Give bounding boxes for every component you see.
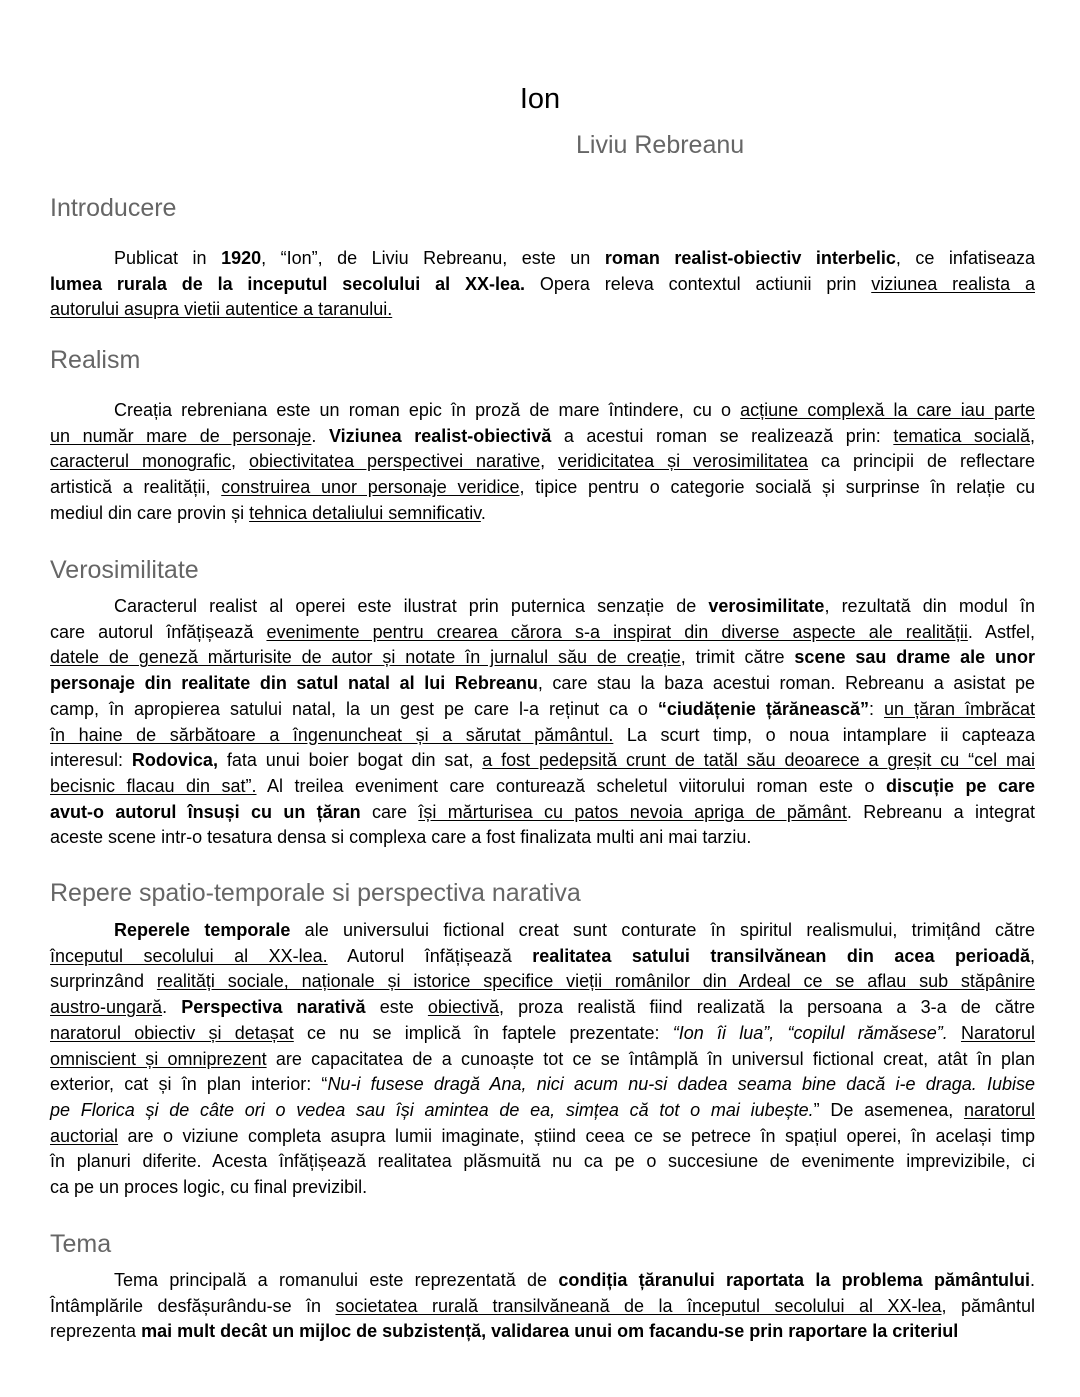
text-line [50, 594, 1035, 620]
text-line [50, 620, 1035, 646]
paragraph-realism [50, 398, 1035, 527]
underlined-text: realități sociale, naționale și istorice specifice vieții românilor din Ardeal ce se aflau sub stăpânire [156, 971, 1035, 992]
text-run: , [1029, 945, 1035, 966]
text-line [50, 944, 1035, 970]
underlined-text: viziunea realista a [871, 273, 1035, 294]
text-run: . [480, 502, 486, 523]
text-run: , trimit către [680, 647, 795, 668]
text-run: artistică a realității, [50, 477, 222, 498]
document-title: Ion [519, 83, 561, 115]
underlined-text: construirea unor personaje veridice [221, 477, 520, 498]
text-run: Autorul înfățișează [327, 945, 533, 966]
underlined-text: societatea rurală transilvăneană de la începutul secolului al XX-lea [335, 1295, 942, 1316]
text-line [50, 1175, 1035, 1201]
text-run: Opera releva contextul actiunii prin [525, 273, 872, 294]
text-line [50, 1268, 1035, 1294]
bold-text: discuție pe care [885, 775, 1035, 796]
heading-repere: Repere spatio-temporale si perspectiva narativa [50, 879, 581, 907]
bold-text: avut-o autorul însuși cu un țăran [50, 801, 361, 822]
paragraph-repere [50, 918, 1035, 1201]
text-line [50, 424, 1035, 450]
bold-text: Reperele temporale [114, 920, 291, 940]
text-run: fata unui boier bogat din sat, [217, 750, 483, 771]
bold-text: personaje din realitate din satul natal al lui Rebreanu [50, 673, 538, 694]
text-line [50, 1149, 1035, 1175]
heading-tema: Tema [50, 1230, 112, 1258]
text-run: are o viziune completa asupra lumii imaginate, știind ceea ce se petrece în spațiul operei, în același timp [118, 1125, 1035, 1146]
heading-realism: Realism [50, 346, 141, 374]
underlined-text: caracterul monografic [50, 451, 232, 472]
text-run: La scurt timp, o noua intamplare ii capteaza [613, 724, 1035, 745]
text-line [50, 825, 1035, 851]
text-run: este [365, 997, 428, 1018]
italic-text: pe Florica și de câte ori o vedea sau își amintea de ea, simțea că tot o mai iubește. [50, 1099, 814, 1120]
underlined-text: omniscient și omniprezent [50, 1048, 267, 1069]
text-line [50, 800, 1035, 826]
underlined-text: becisnic flacau din sat”. [50, 775, 257, 796]
text-run: care [360, 801, 419, 822]
bold-text: “ciudățenie țărănească” [657, 698, 869, 719]
text-run: camp, în apropierea satului natal, la un gest pe care l-a reținut ca o [50, 698, 658, 719]
text-run: Tema principală a romanului este reprezentată de [114, 1270, 559, 1290]
text-run: , care stau la baza acestui roman. Rebreanu a asistat pe [537, 673, 1035, 694]
text-line [50, 723, 1035, 749]
underlined-text: obiectivitatea perspectivei narative [249, 451, 541, 472]
bold-text: verosimilitate [708, 596, 825, 616]
underlined-text: naratorul obiectiv și detașat [50, 1022, 294, 1043]
bold-text: scene sau drame ale unor [794, 647, 1035, 668]
bold-text: 1920 [221, 248, 262, 268]
text-run: . [162, 997, 182, 1018]
text-line [50, 1319, 1035, 1345]
text-run: exterior, cat și în plan interior: “ [50, 1074, 328, 1095]
underlined-text: un țăran îmbrăcat [883, 698, 1036, 719]
underlined-text: își mărturisea cu patos nevoia apriga de pământ [418, 801, 847, 822]
underlined-text: autorului asupra vietii autentice a taranului. [50, 299, 393, 320]
text-line [50, 1072, 1035, 1098]
underlined-text: austro-ungară [50, 997, 163, 1018]
text-run: . [1029, 1270, 1035, 1290]
text-line [50, 774, 1035, 800]
text-run: interesul: [50, 750, 132, 771]
text-run: ca principii de reflectare [808, 451, 1036, 472]
underlined-text: tematica socială [893, 425, 1030, 446]
text-line [50, 501, 1035, 527]
underlined-text: evenimente pentru crearea cărora s-a inspirat din diverse aspecte ale realității [266, 621, 968, 642]
underlined-text: naratorul [963, 1099, 1035, 1120]
underlined-text: tehnica detaliului semnificativ [249, 502, 481, 523]
underlined-text: auctorial [50, 1125, 119, 1146]
bold-text: Perspectiva narativă [181, 997, 366, 1018]
text-line [50, 995, 1035, 1021]
text-line [50, 918, 1035, 944]
text-run: Caracterul realist al operei este ilustrat prin puternica senzație de [114, 596, 709, 616]
underlined-text: obiectivă [427, 997, 499, 1018]
text-line [50, 398, 1035, 424]
bold-text: condiția țăranului raportata la problema pământului [558, 1270, 1030, 1290]
bold-text: lumea rurala de la inceputul secolului al XX-lea. [50, 273, 526, 294]
bold-text: Viziunea realist-obiectivă [328, 425, 552, 446]
text-run: are capacitatea de a cunoaște tot ce se întâmplă în universul fictional creat, atât în plan [266, 1048, 1035, 1069]
text-run: : [869, 698, 884, 719]
text-run: care autorul înfățișează [50, 621, 267, 642]
underlined-text: veridicitatea și verosimilitatea [558, 451, 809, 472]
heading-verosimilitate: Verosimilitate [50, 556, 199, 584]
text-line [50, 297, 1035, 323]
text-line [50, 748, 1035, 774]
underlined-text: a fost pedepsită crunt de tatăl său deoarece a greșit cu “cel mai [482, 750, 1035, 771]
heading-introducere: Introducere [50, 194, 177, 222]
bold-text: mai mult decât un mijloc de subzistență, validarea unui om facandu-se prin raportare la criteriul [141, 1321, 959, 1342]
underlined-text: datele de geneză mărturisite de autor și notate în jurnalul său de creație [50, 647, 681, 668]
text-run: , pământul [941, 1295, 1035, 1316]
underlined-text: acțiune complexă la care iau parte [740, 400, 1035, 420]
text-run: , proza realistă fiind realizată la persoana a 3-a de către [498, 997, 1035, 1018]
text-run: . Rebreanu a integrat [846, 801, 1035, 822]
text-run: în planuri diferite. Acesta înfățișează realitatea plăsmuită nu ca pe o succesiune de evenimente imprevizibile, ci [50, 1151, 1035, 1172]
text-line [50, 272, 1035, 298]
text-line [50, 1021, 1035, 1047]
text-run: ca pe un proces logic, cu final previzibil. [50, 1177, 368, 1198]
text-line [50, 1124, 1035, 1150]
text-line [50, 697, 1035, 723]
text-run: aceste scene intr-o tesatura densa si complexa care a fost finalizata multi ani mai tarziu. [50, 827, 752, 848]
underlined-text: începutul secolului al XX-lea. [50, 945, 328, 966]
underlined-text: în haine de sărbătoare a îngenuncheat și a sărutat pământul. [50, 724, 614, 745]
text-line [50, 969, 1035, 995]
text-line [50, 645, 1035, 671]
bold-text: realitatea satului transilvănean din acea perioadă [532, 945, 1030, 966]
text-run: ale universului fictional creat sunt conturate în spiritul realismului, trimițând către [290, 920, 1035, 940]
bold-text: roman realist-obiectiv interbelic [604, 248, 896, 268]
text-run: surprinzând [50, 971, 157, 992]
bold-text: Rodovica, [131, 750, 218, 771]
text-run: , [1029, 425, 1035, 446]
text-run: reprezenta [50, 1321, 142, 1342]
text-run: , ce infatiseaza [895, 248, 1035, 268]
text-run: , rezultată din modul în [824, 596, 1036, 616]
italic-text: “Ion îi lua”, “copilul rămăsese”. [672, 1022, 948, 1043]
text-run [948, 1023, 961, 1043]
text-line [50, 449, 1035, 475]
document-author: Liviu Rebreanu [576, 131, 745, 159]
text-line [50, 1098, 1035, 1124]
underlined-text: un număr mare de personaje [50, 425, 312, 446]
italic-text: Nu-i fusese dragă Ana, nici acum nu-si dadea seama bine dacă i-e draga. Iubise [327, 1074, 1036, 1095]
text-run: , [231, 451, 250, 472]
underlined-text: Naratorul [960, 1022, 1036, 1043]
text-run: ” De asemenea, [813, 1099, 964, 1120]
paragraph-verosimilitate [50, 594, 1035, 851]
paragraph-tema [50, 1268, 1035, 1345]
text-line [50, 246, 1035, 272]
text-line [50, 1047, 1035, 1073]
text-run: Publicat in [114, 248, 222, 268]
paragraph-introducere [50, 246, 1035, 323]
text-run: a acestui roman se realizează prin: [551, 425, 894, 446]
text-run: ce nu se implică în faptele prezentate: [293, 1022, 673, 1043]
text-run: , “Ion”, de Liviu Rebreanu, este un [261, 248, 605, 268]
text-run: , [540, 451, 559, 472]
text-line [50, 671, 1035, 697]
text-line [50, 1294, 1035, 1320]
text-run: Al treilea eveniment care conturează scheletul viitorului roman este o [256, 775, 886, 796]
text-run: . Astfel, [967, 621, 1035, 642]
text-run: Întâmplările desfășurându-se în [50, 1295, 336, 1316]
text-run: mediul din care provin și [50, 502, 250, 523]
text-run: . [311, 425, 329, 446]
text-line [50, 475, 1035, 501]
text-run: Creația rebreniana este un roman epic în proză de mare întindere, cu o [114, 400, 741, 420]
text-run: , tipice pentru o categorie socială și surprinse în relație cu [519, 477, 1035, 498]
